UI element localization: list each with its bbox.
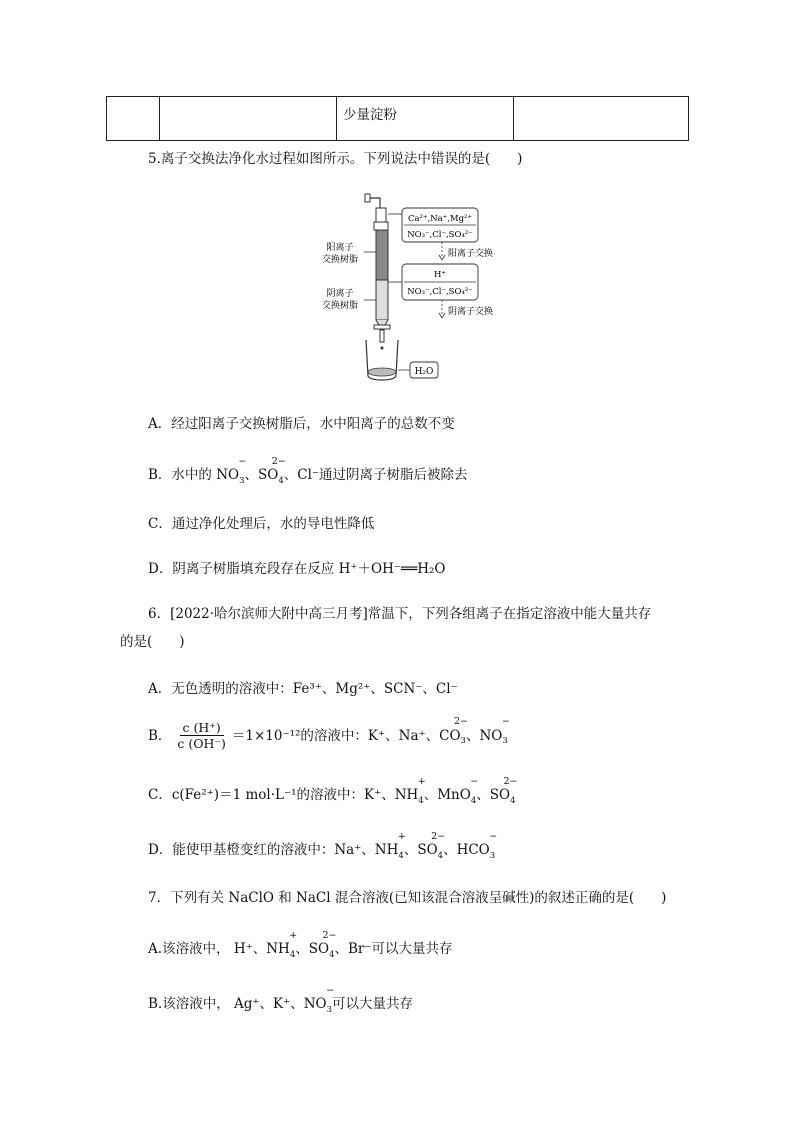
answer-table-fragment: [106, 96, 689, 141]
q6-stem-line2: 的是( ): [120, 634, 185, 650]
q7-option-b: B.该溶液中， Ag⁺、K⁺、$NO_3$ − 可以大量共存: [148, 985, 414, 1015]
table-cell: [107, 97, 160, 141]
q7-stem: 7．下列有关 NaClO 和 NaCl 混合溶液(已知该混合溶液呈碱性)的叙述正确的是( ): [148, 890, 667, 906]
ion-box-1-line2: NO₃⁻,Cl⁻,SO₄²⁻: [407, 230, 473, 240]
table-cell: [514, 97, 689, 141]
q6-option-a: A．无色透明的溶液中：Fe³⁺、Mg²⁺、SCN⁻、Cl⁻: [148, 681, 458, 697]
arrow-label-2: 阴离子交换: [448, 307, 494, 317]
anion-resin-label-a: 阴离子: [326, 289, 354, 299]
q6-option-c: C．c(Fe²⁺)＝1 mol·L⁻¹的溶液中：K⁺、$NH_4$ + 、MnO$_4$ − 、$SO_4$ 2−: [148, 776, 518, 806]
q6-option-b: B． $\frac{c (H^+)}{c (OH^-)}$ ＝1×10⁻¹²的溶液中：K⁺、Na⁺、CO $_3$ 2− 、NO $_3$ −: [148, 715, 510, 751]
table-cell: [337, 97, 514, 141]
cation-resin-label-b: 交换树脂: [321, 255, 359, 265]
fraction: $\frac{c (H^+)}{c (OH^-)}$: [177, 720, 226, 751]
anion-resin-section: [376, 280, 388, 320]
cation-resin-label-a: 阳离子: [326, 243, 354, 253]
column-top: [376, 208, 386, 222]
water-label: H₂O: [414, 367, 434, 377]
anion-resin-label-b: 交换树脂: [321, 301, 359, 311]
ion-box-1-line1: Ca²⁺,Na⁺,Mg²⁺: [408, 214, 472, 224]
cation-resin-section: [376, 230, 388, 280]
q5-option-b: B．水中的 $NO_3$ − 、$SO_4$ 2− 、Cl⁻通过阴离子树脂后被除去: [148, 456, 468, 486]
q5-option-d: D．阴离子树脂填充段存在反应 H⁺＋OH⁻══H₂O: [148, 561, 446, 577]
stopcock: [374, 325, 390, 329]
q5-option-a: A．经过阳离子交换树脂后，水中阳离子的总数不变: [148, 416, 455, 432]
q7-option-a: A.该溶液中， H⁺、$NH_4$ + 、$SO_4$ 2− 、Br⁻可以大量共存: [148, 930, 453, 960]
arrow-label-1: 阳离子交换: [448, 249, 494, 259]
ion-exchange-figure: [318, 190, 498, 385]
q6-option-d: D．能使甲基橙变红的溶液中：Na⁺、$NH_4$ + 、$SO_4$ 2− 、$HCO_3$ −: [148, 831, 498, 861]
q5-option-c: C．通过净化处理后，水的导电性降低: [148, 516, 375, 532]
q6-stem-line1: 6．[2022·哈尔滨师大附中高三月考]常温下，下列各组离子在指定溶液中能大量共存: [148, 606, 652, 622]
q5-stem: 5.离子交换法净化水过程如图所示。下列说法中错误的是( ): [148, 151, 523, 167]
ion-box-2-line1: H⁺: [434, 270, 446, 280]
table-cell: [160, 97, 337, 141]
ion-box-2-line2: NO₃⁻,Cl⁻,SO₄²⁻: [407, 287, 473, 297]
table-cell-text: 少量淀粉: [343, 107, 397, 123]
